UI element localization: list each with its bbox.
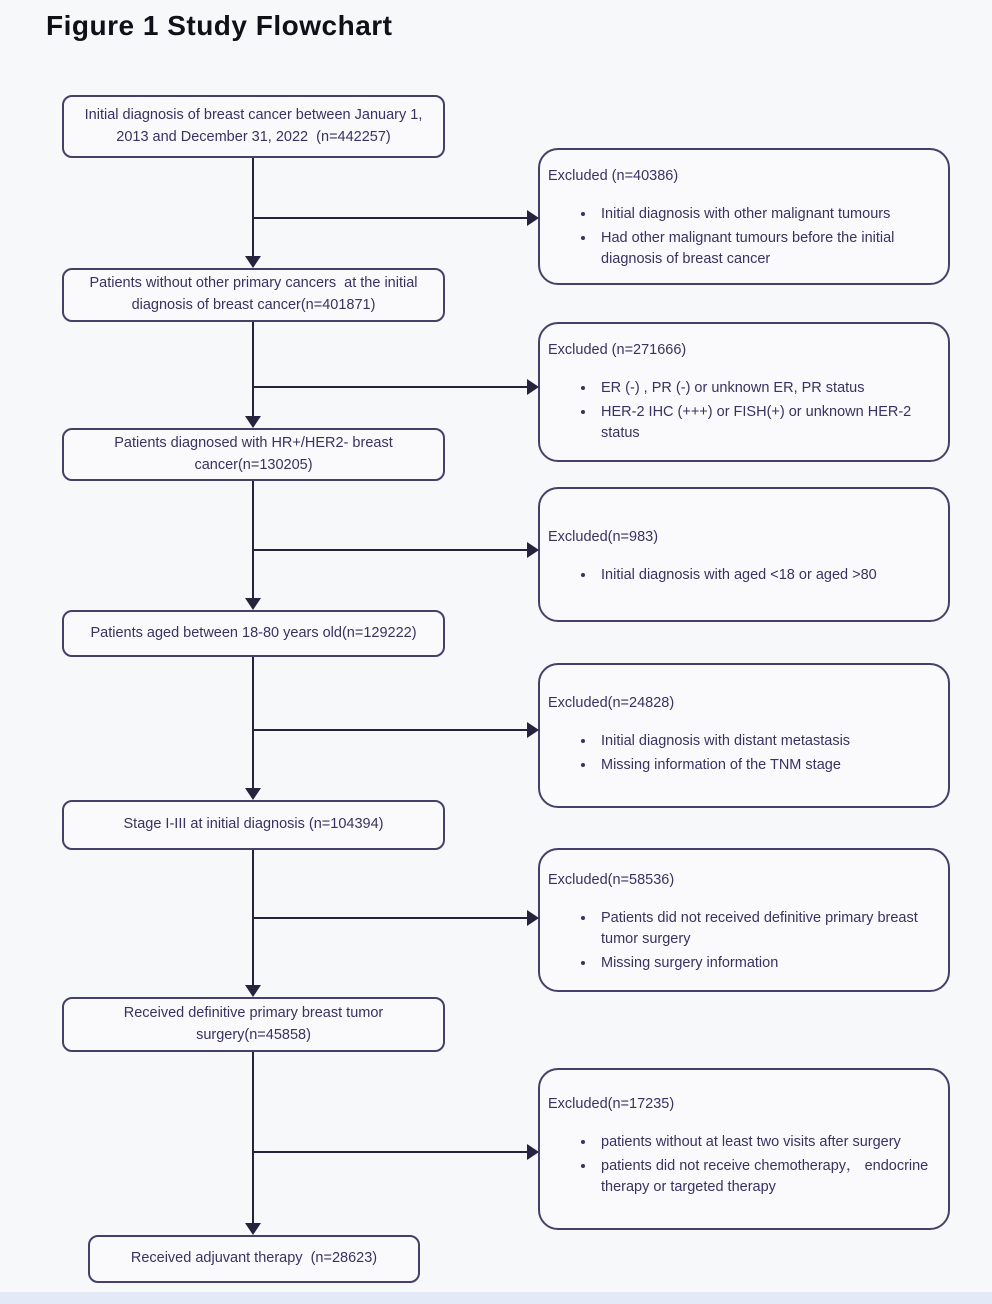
exclusion-header: Excluded(n=24828) [548, 695, 675, 711]
step-box-initial-diagnosis [62, 95, 445, 158]
exclusion-bullet: • patients without at least two visits after surgery [596, 1132, 936, 1153]
connector-line-exclusion-5 [254, 917, 527, 919]
connector-line-down-6 [252, 1052, 254, 1224]
exclusion-bullet-list [548, 731, 936, 776]
arrow-right-icon [527, 542, 539, 558]
exclusion-bullet: • patients did not receive chemotherapy， endocrine therapy or targeted therapy [596, 1156, 936, 1198]
arrow-right-icon [527, 379, 539, 395]
arrow-down-icon [245, 985, 261, 997]
step-label: Initial diagnosis of breast cancer between January 1, 2013 and December 31, 2022 (n=442257) [84, 106, 427, 145]
exclusion-box-4 [538, 663, 950, 808]
connector-line-down-2 [252, 322, 254, 417]
exclusion-bullet-list [548, 1132, 936, 1198]
exclusion-box-6 [538, 1068, 950, 1230]
arrow-right-icon [527, 210, 539, 226]
step-box-adjuvant-therapy [88, 1235, 420, 1283]
arrow-right-icon [527, 722, 539, 738]
exclusion-bullet: • Patients did not received definitive primary breast tumor surgery [596, 908, 936, 950]
arrow-down-icon [245, 416, 261, 428]
connector-line-exclusion-6 [254, 1151, 527, 1153]
exclusion-bullet-list [548, 204, 936, 270]
exclusion-bullet: • Initial diagnosis with other malignant tumours [596, 204, 936, 225]
arrow-right-icon [527, 910, 539, 926]
exclusion-bullet-list [548, 565, 936, 586]
connector-line-exclusion-4 [254, 729, 527, 731]
exclusion-bullet: • Had other malignant tumours before the initial diagnosis of breast cancer [596, 228, 936, 270]
step-label: Patients aged between 18-80 years old(n=129222) [90, 624, 417, 641]
exclusion-bullet: • Initial diagnosis with aged <18 or aged >80 [596, 565, 936, 586]
connector-line-exclusion-3 [254, 549, 527, 551]
step-box-stage-i-iii [62, 800, 445, 850]
exclusion-header: Excluded (n=271666) [548, 342, 687, 358]
step-label: Patients diagnosed with HR+/HER2- breast cancer(n=130205) [114, 434, 397, 473]
step-box-hr-her2-diagnosis [62, 428, 445, 481]
step-label: Received definitive primary breast tumor surgery(n=45858) [123, 1004, 388, 1043]
exclusion-bullet-list [548, 378, 936, 444]
exclusion-header: Excluded (n=40386) [548, 168, 679, 184]
connector-line-exclusion-1 [254, 217, 527, 219]
step-box-age-18-80 [62, 610, 445, 657]
arrow-down-icon [245, 1223, 261, 1235]
exclusion-bullet: • HER-2 IHC (+++) or FISH(+) or unknown HER-2 status [596, 402, 936, 444]
page-title: Figure 1 Study Flowchart [46, 10, 393, 41]
connector-line-down-1 [252, 158, 254, 257]
exclusion-box-1 [538, 148, 950, 285]
step-label: Received adjuvant therapy (n=28623) [130, 1250, 378, 1267]
step-box-definitive-surgery [62, 997, 445, 1052]
exclusion-box-5 [538, 848, 950, 992]
exclusion-header: Excluded(n=17235) [548, 1096, 675, 1112]
exclusion-bullet: • ER (-) , PR (-) or unknown ER, PR status [596, 378, 936, 399]
arrow-down-icon [245, 256, 261, 268]
exclusion-bullet: • Missing information of the TNM stage [596, 755, 936, 776]
arrow-down-icon [245, 598, 261, 610]
connector-line-down-3 [252, 481, 254, 599]
exclusion-box-2 [538, 322, 950, 462]
arrow-down-icon [245, 788, 261, 800]
step-box-no-other-primary-cancers [62, 268, 445, 322]
arrow-right-icon [527, 1144, 539, 1160]
exclusion-bullet: • Missing surgery information [596, 953, 936, 974]
exclusion-bullet-list [548, 908, 936, 974]
exclusion-bullet: • Initial diagnosis with distant metastasis [596, 731, 936, 752]
connector-line-exclusion-2 [254, 386, 527, 388]
connector-line-down-4 [252, 657, 254, 789]
step-label: Stage I-III at initial diagnosis (n=104394) [123, 816, 384, 833]
bottom-strip [0, 1292, 992, 1304]
exclusion-box-3 [538, 487, 950, 622]
exclusion-header: Excluded(n=58536) [548, 872, 675, 888]
exclusion-header: Excluded(n=983) [548, 529, 659, 545]
step-label: Patients without other primary cancers at the initial diagnosis of breast cancer(n=401871) [89, 275, 422, 313]
